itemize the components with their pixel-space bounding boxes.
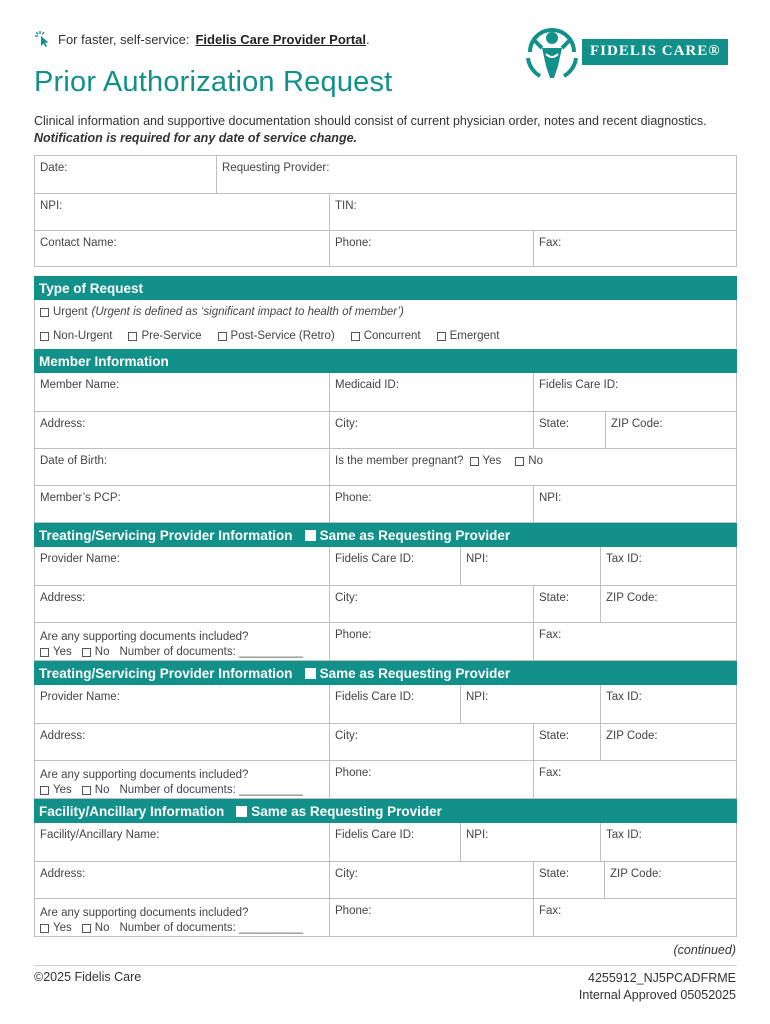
provider-fidelis-id-field[interactable]: Fidelis Care ID:	[329, 547, 460, 585]
same-as-requesting-option-1[interactable]	[305, 528, 511, 543]
supporting-documents-question	[35, 623, 329, 660]
provider-fidelis-id-field-2[interactable]: Fidelis Care ID:	[329, 685, 460, 723]
facility-npi-field[interactable]: NPI:	[460, 823, 600, 861]
member-information-section	[34, 349, 737, 523]
requesting-provider-section	[34, 155, 737, 267]
member-zip-field[interactable]: ZIP Code:	[605, 412, 736, 448]
supporting-documents-label-2: Are any supporting documents included?	[40, 769, 249, 781]
urgent-note: (Urgent is defined as ‘significant impact to health of member’)	[91, 306, 404, 318]
facility-heading	[34, 799, 737, 823]
treating-provider-title-2: Treating/Servicing Provider Information	[39, 665, 293, 681]
facility-fax-field[interactable]: Fax:	[533, 899, 736, 936]
provider-address-field-2[interactable]: Address:	[40, 730, 86, 742]
docs-yes-option[interactable]	[40, 645, 72, 660]
emergent-option[interactable]	[437, 330, 500, 342]
provider-fax-field[interactable]: Fax:	[533, 623, 736, 660]
same-as-requesting-checkbox-1[interactable]	[305, 530, 316, 541]
urgent-option[interactable]	[40, 306, 404, 318]
provider-fax-field-2[interactable]: Fax:	[533, 761, 736, 798]
member-address-field[interactable]: Address:	[40, 418, 86, 430]
post-service-label: Post-Service (Retro)	[230, 330, 335, 342]
pcp-phone-field[interactable]: Phone:	[329, 486, 533, 522]
facility-same-as-requesting-checkbox[interactable]	[236, 806, 247, 817]
continued-note: (continued)	[673, 943, 736, 957]
supporting-documents-label: Are any supporting documents included?	[40, 631, 249, 643]
tin-field[interactable]: TIN:	[329, 194, 736, 230]
urgent-checkbox[interactable]	[40, 308, 49, 317]
provider-state-field[interactable]: State:	[533, 586, 600, 622]
pregnancy-question	[329, 449, 736, 485]
date-of-birth-field[interactable]: Date of Birth:	[40, 455, 108, 467]
docs-no-option[interactable]	[82, 645, 110, 660]
facility-same-as-requesting-option[interactable]	[236, 804, 442, 819]
provider-state-field-2[interactable]: State:	[533, 724, 600, 760]
facility-same-as-requesting-label: Same as Requesting Provider	[251, 803, 442, 819]
pregnancy-question-label: Is the member pregnant?	[335, 455, 464, 467]
footer-divider	[34, 965, 737, 966]
same-as-requesting-label-1: Same as Requesting Provider	[319, 527, 511, 543]
pre-service-option[interactable]	[128, 330, 201, 342]
pregnant-no-checkbox[interactable]	[515, 457, 524, 466]
brand-wordmark: FIDELIS CARE®	[582, 39, 728, 65]
provider-zip-field[interactable]: ZIP Code:	[600, 586, 736, 622]
emergent-checkbox[interactable]	[437, 332, 446, 341]
member-information-heading: Member Information	[34, 349, 737, 373]
fax-field[interactable]: Fax:	[533, 231, 736, 266]
medicaid-id-field[interactable]: Medicaid ID:	[329, 373, 533, 411]
docs-no-label-2: No	[94, 784, 110, 796]
member-city-field[interactable]: City:	[329, 412, 533, 448]
concurrent-checkbox[interactable]	[351, 332, 360, 341]
treating-provider-section-2	[34, 661, 737, 799]
urgent-line	[34, 300, 737, 324]
treating-provider-heading-1	[34, 523, 737, 547]
facility-tax-id-field[interactable]: Tax ID:	[600, 823, 736, 861]
pre-service-label: Pre-Service	[141, 330, 202, 342]
pregnant-yes-checkbox[interactable]	[470, 457, 479, 466]
facility-zip-field[interactable]: ZIP Code:	[604, 862, 736, 898]
document-code	[579, 970, 736, 1004]
docs-yes-checkbox-2[interactable]	[40, 786, 49, 795]
fidelis-emblem-icon	[524, 22, 580, 80]
provider-tax-id-field-2[interactable]: Tax ID:	[600, 685, 736, 723]
docs-yes-label-2: Yes	[53, 784, 72, 796]
facility-number-of-documents-field[interactable]: Number of documents: __________	[119, 922, 303, 934]
portal-suffix: .	[366, 31, 370, 47]
portal-banner	[34, 30, 370, 48]
supporting-documents-question-2	[35, 761, 329, 798]
member-pcp-field[interactable]: Member’s PCP:	[40, 492, 121, 504]
fidelis-care-id-field[interactable]: Fidelis Care ID:	[533, 373, 736, 411]
non-urgent-checkbox[interactable]	[40, 332, 49, 341]
cursor-click-icon	[34, 30, 52, 48]
number-of-documents-field-2[interactable]: Number of documents: __________	[119, 784, 303, 796]
intro-text	[34, 113, 744, 147]
post-service-option[interactable]	[218, 330, 335, 342]
portal-prefix: For faster, self-service:	[58, 31, 190, 47]
docs-yes-option-2[interactable]	[40, 783, 72, 798]
intro-line-1: Clinical information and supportive documentation should consist of current physician order, notes and recent diagnostics.	[34, 114, 707, 128]
facility-name-field[interactable]: Facility/Ancillary Name:	[40, 829, 160, 841]
provider-tax-id-field[interactable]: Tax ID:	[600, 547, 736, 585]
facility-docs-no-option[interactable]	[82, 921, 110, 936]
same-as-requesting-label-2: Same as Requesting Provider	[319, 665, 511, 681]
facility-docs-yes-checkbox[interactable]	[40, 924, 49, 933]
post-service-checkbox[interactable]	[218, 332, 227, 341]
docs-no-option-2[interactable]	[82, 783, 110, 798]
form-code: 4255912_NJ5PCADFRME	[588, 971, 736, 985]
pregnant-yes-option[interactable]	[470, 455, 502, 467]
non-urgent-label: Non-Urgent	[53, 330, 113, 342]
provider-name-field[interactable]: Provider Name:	[40, 553, 120, 565]
concurrent-label: Concurrent	[363, 330, 421, 342]
docs-no-label: No	[94, 646, 110, 658]
facility-docs-yes-option[interactable]	[40, 921, 72, 936]
facility-docs-yes-label: Yes	[53, 922, 72, 934]
facility-docs-no-checkbox[interactable]	[82, 924, 91, 933]
pcp-npi-field[interactable]: NPI:	[533, 486, 736, 522]
facility-city-field[interactable]: City:	[329, 862, 533, 898]
contact-name-field[interactable]: Contact Name:	[40, 237, 117, 249]
pre-service-checkbox[interactable]	[128, 332, 137, 341]
facility-supporting-documents-label: Are any supporting documents included?	[40, 907, 249, 919]
same-as-requesting-option-2[interactable]	[305, 666, 511, 681]
copyright: ©2025 Fidelis Care	[34, 970, 142, 984]
facility-supporting-documents-question	[35, 899, 329, 936]
facility-state-field[interactable]: State:	[533, 862, 604, 898]
facility-phone-field[interactable]: Phone:	[329, 899, 533, 936]
non-urgent-option[interactable]	[40, 330, 112, 342]
member-state-field[interactable]: State:	[533, 412, 605, 448]
fidelis-logo	[524, 22, 728, 80]
provider-address-field[interactable]: Address:	[40, 592, 86, 604]
number-of-documents-field[interactable]: Number of documents: __________	[119, 646, 303, 658]
provider-name-field-2[interactable]: Provider Name:	[40, 691, 120, 703]
facility-address-field[interactable]: Address:	[40, 868, 86, 880]
provider-city-field[interactable]: City:	[329, 586, 533, 622]
facility-docs-no-label: No	[94, 922, 110, 934]
facility-section	[34, 799, 737, 937]
phone-field[interactable]: Phone:	[329, 231, 533, 266]
same-as-requesting-checkbox-2[interactable]	[305, 668, 316, 679]
pregnant-no-label: No	[528, 455, 543, 467]
concurrent-option[interactable]	[351, 330, 421, 342]
provider-npi-field-2[interactable]: NPI:	[460, 685, 600, 723]
approval-note: Internal Approved 05052025	[578, 988, 736, 1002]
provider-phone-field-2[interactable]: Phone:	[329, 761, 533, 798]
treating-provider-heading-2	[34, 661, 737, 685]
member-name-field[interactable]: Member Name:	[40, 379, 120, 391]
provider-city-field-2[interactable]: City:	[329, 724, 533, 760]
type-of-request-section	[34, 276, 737, 348]
urgent-label: Urgent	[53, 306, 88, 318]
date-field[interactable]: Date:	[40, 162, 68, 174]
pregnant-yes-label: Yes	[482, 455, 502, 467]
requesting-provider-field[interactable]: Requesting Provider:	[216, 156, 736, 193]
npi-field[interactable]: NPI:	[40, 200, 63, 212]
intro-line-2: Notification is required for any date of service change.	[34, 131, 357, 145]
docs-yes-checkbox[interactable]	[40, 648, 49, 657]
provider-zip-field-2[interactable]: ZIP Code:	[600, 724, 736, 760]
docs-no-checkbox[interactable]	[82, 648, 91, 657]
facility-fidelis-id-field[interactable]: Fidelis Care ID:	[329, 823, 460, 861]
treating-provider-title-1: Treating/Servicing Provider Information	[39, 527, 293, 543]
pregnant-no-option[interactable]	[515, 455, 543, 467]
type-of-request-heading: Type of Request	[34, 276, 737, 300]
portal-link[interactable]: Fidelis Care Provider Portal	[195, 31, 366, 47]
request-type-options	[34, 324, 737, 348]
provider-phone-field[interactable]: Phone:	[329, 623, 533, 660]
facility-title: Facility/Ancillary Information	[39, 803, 225, 819]
page-title: Prior Authorization Request	[34, 66, 393, 98]
treating-provider-section-1	[34, 523, 737, 661]
emergent-label: Emergent	[449, 330, 500, 342]
docs-yes-label: Yes	[53, 646, 72, 658]
docs-no-checkbox-2[interactable]	[82, 786, 91, 795]
provider-npi-field[interactable]: NPI:	[460, 547, 600, 585]
